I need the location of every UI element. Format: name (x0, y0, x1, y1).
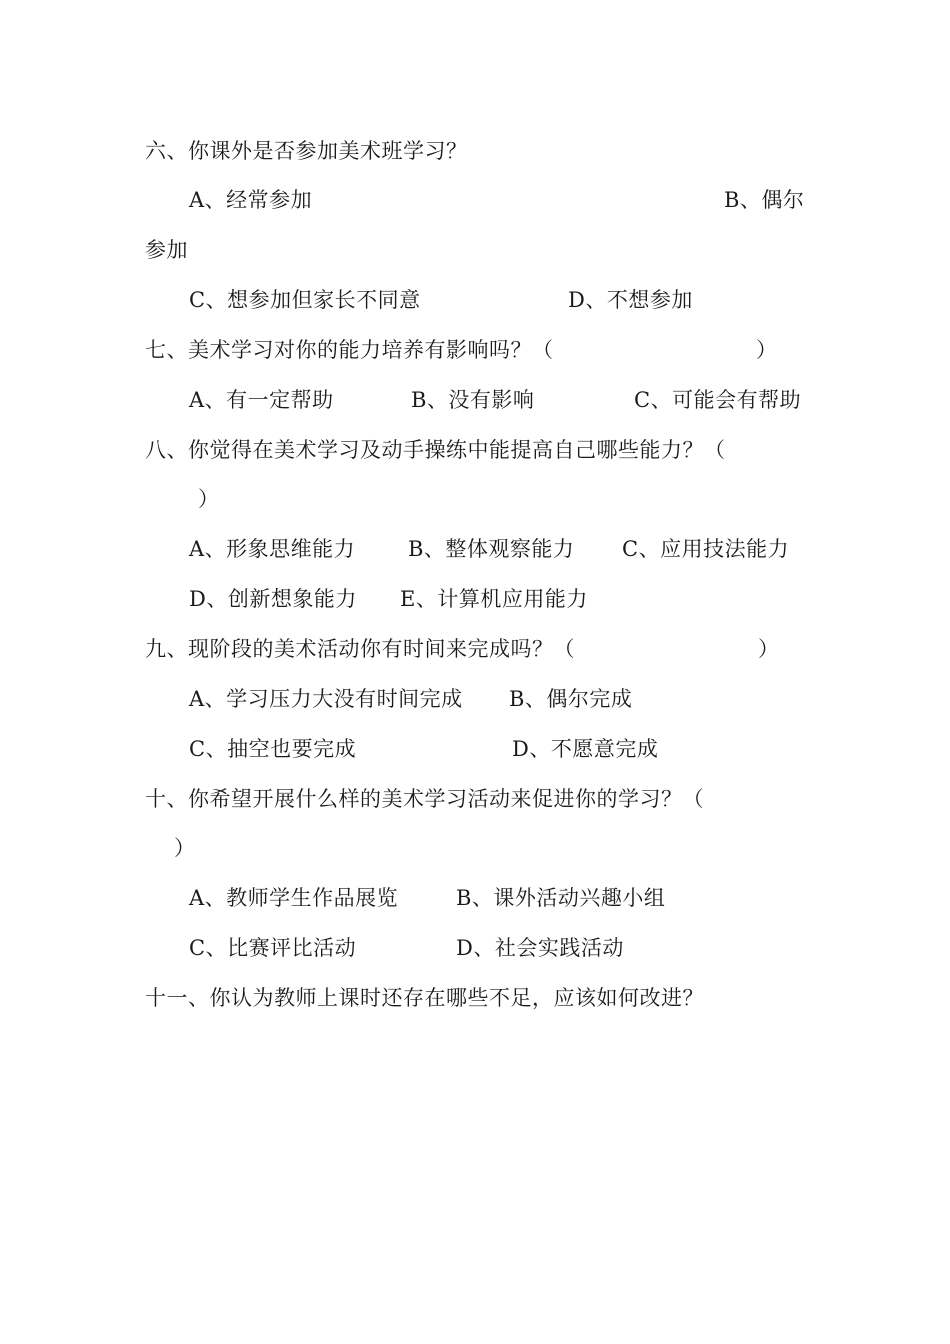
q6-option-a: A、经常参加 (189, 188, 313, 212)
question-8: 八、你觉得在美术学习及动手操练中能提高自己哪些能力？（ (145, 438, 726, 462)
q8-option-c: C、应用技法能力 (622, 537, 790, 561)
question-10: 十、你希望开展什么样的美术学习活动来促进你的学习？（ (145, 787, 704, 811)
q7-option-a: A、有一定帮助 (189, 388, 334, 412)
question-9: 九、现阶段的美术活动你有时间来完成吗？（ (145, 637, 575, 661)
q6-option-c: C、想参加但家长不同意 (189, 288, 421, 312)
question-6: 六、你课外是否参加美术班学习？ (145, 139, 468, 163)
q10-option-a: A、教师学生作品展览 (189, 886, 399, 910)
q10-option-c: C、比赛评比活动 (189, 936, 357, 960)
q7-option-b: B、没有影响 (411, 388, 535, 412)
q10-answer-close-paren: ） (174, 836, 196, 860)
q7-answer-close-paren: ） (756, 338, 778, 362)
q8-option-e: E、计算机应用能力 (400, 587, 588, 611)
q8-option-a: A、形象思维能力 (189, 537, 356, 561)
q9-option-d: D、不愿意完成 (512, 737, 659, 761)
question-11: 十一、你认为教师上课时还存在哪些不足，应该如何改进？ (145, 986, 704, 1010)
q6-option-b: B、偶尔 (724, 188, 805, 212)
q9-option-c: C、抽空也要完成 (189, 737, 357, 761)
q9-answer-close-paren: ） (758, 637, 780, 661)
q9-option-a: A、学习压力大没有时间完成 (189, 687, 463, 711)
q10-option-d: D、社会实践活动 (456, 936, 624, 960)
q7-option-c: C、可能会有帮助 (634, 388, 802, 412)
q6-option-b-continued: 参加 (145, 238, 188, 262)
q8-option-b: B、整体观察能力 (408, 537, 575, 561)
q8-answer-close-paren: ） (198, 487, 220, 511)
q8-option-d: D、创新想象能力 (189, 587, 357, 611)
question-7: 七、美术学习对你的能力培养有影响吗？（ (145, 338, 554, 362)
q9-option-b: B、偶尔完成 (509, 687, 633, 711)
q10-option-b: B、课外活动兴趣小组 (456, 886, 666, 910)
q6-option-d: D、不想参加 (568, 288, 693, 312)
